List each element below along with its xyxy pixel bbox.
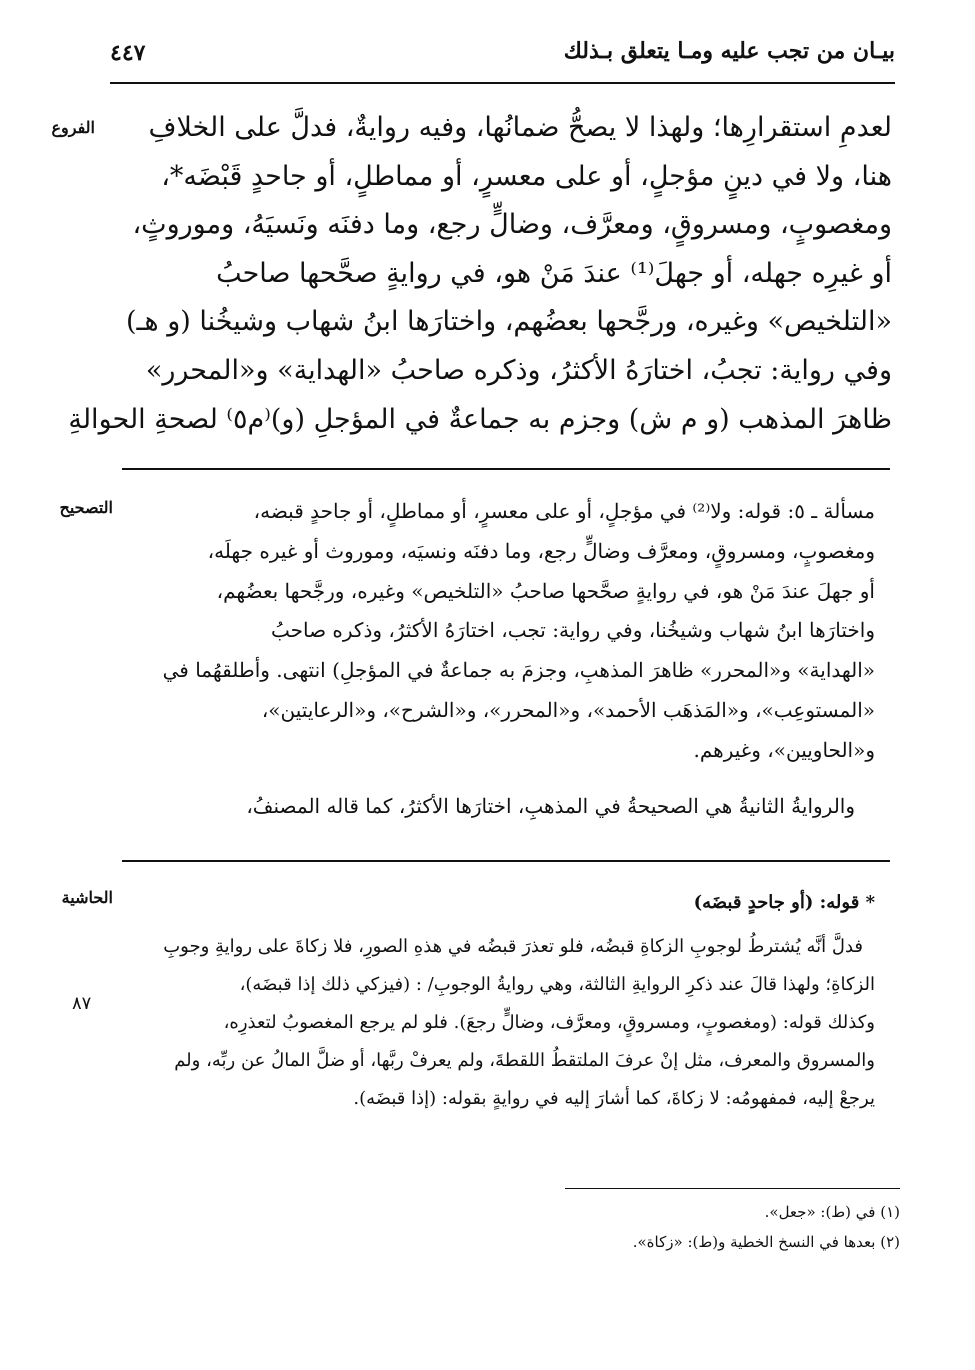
hashiya-text-line: وكذلك قوله: (ومغصوبٍ، ومسروقٍ، ومعرَّف، وضالٍّ رجعَ). فلو لم يرجع المغصوبُ لتعذرِه، [223,1012,875,1033]
hashiya-heading: * قوله: (أو جاحدٍ قبضَه) [693,892,875,913]
header-title: بيـان من تجب عليه ومـا يتعلق بـذلك [563,38,895,64]
running-header [110,38,895,78]
tashih-text-line: «المستوعِب»، و«المَذهَب الأحمد»، و«المحرر»، و«الشرح»، و«الرعايتين»، [261,697,875,722]
hashiya-text-line: يرجعْ إليه، فمفهومُه: لا زكاةَ، كما أشارَ إليه في روايةٍ بقوله: (إذا قبضَه). [353,1088,875,1109]
tashih-paragraph-2: والروايةُ الثانيةُ هي الصحيحةُ في المذهبِ، اختارَها الأكثرُ، كما قاله المصنفُ، [246,793,855,818]
tashih-text-line: و«الحاويين»، وغيرهم. [693,737,875,762]
footnote: (١) في (ط): «جعل». [764,1203,900,1221]
main-text-line: لعدمِ استقرارِها؛ ولهذا لا يصحُّ ضمانُها، وفيه روايةٌ، فدلَّ على الخلافِ [148,112,892,143]
section-label-furu: الفروع [51,118,95,137]
tashih-text-line: «الهداية» و«المحرر» ظاهرَ المذهبِ، وجزمَ به جماعةٌ في المؤجلِ) انتهى. وأطلقهُما في [162,658,875,683]
main-text-line: «التلخيص» وغيره، ورجَّحها بعضُهم، واختارَها ابنُ شهاب وشيخُنا (و هـ) [125,306,892,338]
tashih-text-line: ومغصوبٍ، ومسروقٍ، ومعرَّف وضالٍّ رجع، وما دفنَه ونسيَه، وموروث أو غيره جهلَه، [207,538,875,563]
hashiya-text-line: والمسروق والمعرف، مثل إنْ عرفَ الملتقطُ اللقطةَ، ولم يعرفْ ربَّها، أو ضلَّ المالُ عن ربِّه، ولم [174,1050,875,1071]
main-text-line: وفي رواية: تجبُ، اختارَهُ الأكثرُ، وذكره صاحبُ «الهداية» و«المحرر» [145,354,892,386]
section-label-tashih: التصحيح [59,498,113,517]
footnotes-block [380,1197,900,1257]
tashih-text-line: مسألة ـ ٥: قوله: ولا⁽²⁾ في مؤجلٍ، أو على معسرٍ، أو مماطلٍ، أو جاحدٍ قبضه، [253,499,875,523]
main-text-line: هنا، ولا في دينٍ مؤجلٍ، أو على معسرٍ، أو مماطلٍ، أو جاحدٍ قَبْضَه*، [161,160,892,192]
main-text-line: ظاهرَ المذهب (و م ش) وجزم به جماعةٌ في المؤجلِ (و)⁽م٥⁾ لصحةِ الحوالةِ [68,403,892,435]
section-divider [122,468,890,470]
main-text-line: أو غيرِه جهله، أو جهلَ⁽¹⁾ عندَ مَنْ هو، في روايةٍ صحَّحها صاحبُ [216,257,892,289]
hashiya-text-line: فدلَّ أنَّه يُشترطُ لوجوبِ الزكاةِ قبضُه، فلو تعذرَ قبضُه في هذهِ الصورِ، فلا زكاةَ على روايةِ وجوبِ [163,936,863,957]
tashih-text-line: واختارَها ابنُ شهاب وشيخُنا، وفي رواية: تجب، اختارَهُ الأكثرُ، وذكره صاحبُ [270,618,875,643]
hashiya-text-line: الزكاةِ؛ ولهذا قالَ عند ذكرِ الروايةِ الثالثة، وهي روايةُ الوجوبِ/ : (فيزكي ذلك إذا قبضَه)، [239,974,875,995]
tashih-text-line: أو جهلَ عندَ مَنْ هو، في روايةٍ صحَّحها صاحبُ «التلخيص» وغيره، ورجَّحها بعضُهم، [216,578,875,603]
hashiya-text-block [130,884,875,1118]
main-text-line: ومغصوبٍ، ومسروقٍ، ومعرَّف، وضالٍّ رجع، وما دفنَه ونَسيَهُ، وموروثٍ، [132,209,892,241]
page-number: ٤٤٧ [110,40,146,66]
tashih-text-block [130,492,875,826]
section-divider [122,860,890,862]
section-label-hashiya: الحاشية [61,888,113,907]
footnote-divider [565,1188,900,1189]
margin-number: ٨٧ [72,993,92,1014]
header-divider [110,82,895,84]
footnote: (٢) بعدها في النسخ الخطية و(ط): «زكاة». [632,1233,900,1251]
